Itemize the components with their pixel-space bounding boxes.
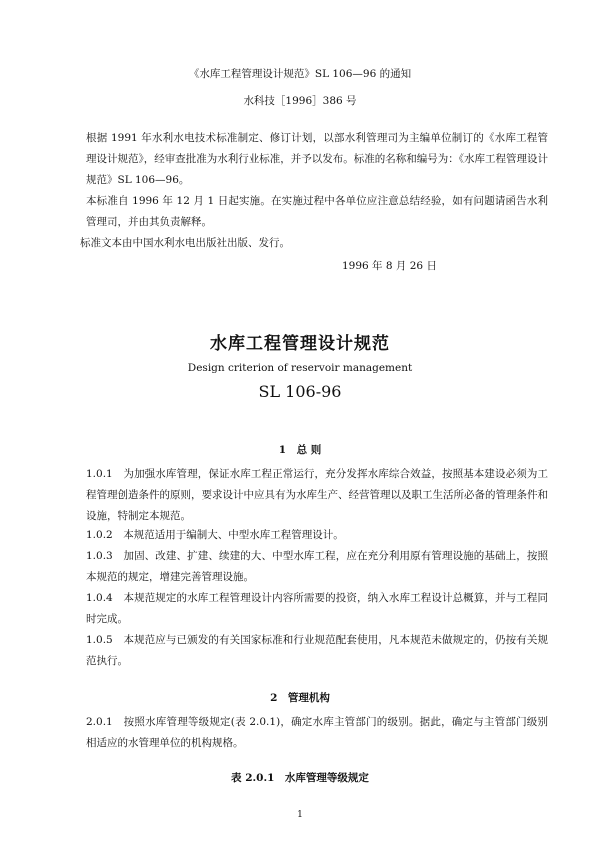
chapter-1-heading: 1 总 则 [278, 444, 322, 456]
clause-2-0-1: 2.0.1 按照水库管理等级规定(表 2.0.1)，确定水库主管部门的级别。据此，确定与主管部门级别相适应的水管理单位的机构规格。 [86, 716, 548, 749]
standard-english-title: Design criterion of reservoir management [187, 362, 413, 374]
clause-1-0-4: 1.0.4 本规范规定的水库工程管理设计内容所需要的投资，纳入水库工程设计总概算，并与工程同时完成。 [86, 592, 548, 625]
clause-1-0-1: 1.0.1 为加强水库管理，保证水库工程正常运行，充分发挥水库综合效益，按照基本建设必须为工程管理创造条件的原则，要求设计中应具有为水库生产、经营管理以及职工生活所必备的管理条件和设施，特制定本规范。 [86, 468, 548, 522]
chapter-2-heading: 2 管理机构 [270, 692, 330, 704]
clause-1-0-5: 1.0.5 本规范应与已颁发的有关国家标准和行业规范配套使用，凡本规范未做规定的，仍按有关规范执行。 [86, 634, 548, 667]
table-2-0-1-caption: 表 2.0.1 水库管理等级规定 [231, 772, 369, 784]
standard-title: 水库工程管理设计规范 [210, 334, 390, 354]
notice-paragraph-1: 根据 1991 年水利水电技术标准制定、修订计划，以部水利管理司为主编单位制订的《水库工程管理设计规范》，经审查批准为水利行业标准，并予以发布。标准的名称和编号为：《水库工程管理设计规范》SL 106—96。 [86, 132, 548, 186]
notice-paragraph-2: 本标准自 1996 年 12 月 1 日起实施。在实施过程中各单位应注意总结经验，如有问题请函告水利管理司，并由其负责解释。 [86, 195, 548, 228]
standard-code: SL 106-96 [258, 382, 342, 401]
notice-doc-number: 水科技［1996］386 号 [243, 95, 357, 107]
notice-title: 《水库工程管理设计规范》SL 106—96 的通知 [188, 68, 412, 80]
notice-date: 1996 年 8 月 26 日 [342, 260, 437, 272]
clause-1-0-3: 1.0.3 加固、改建、扩建、续建的大、中型水库工程，应在充分利用原有管理设施的基础上，按照本规范的规定，增建完善管理设施。 [86, 550, 548, 583]
clause-1-0-2: 1.0.2 本规范适用于编制大、中型水库工程管理设计。 [86, 529, 344, 541]
page-number: 1 [297, 810, 303, 820]
notice-paragraph-3: 标准文本由中国水利水电出版社出版、发行。 [80, 237, 290, 249]
